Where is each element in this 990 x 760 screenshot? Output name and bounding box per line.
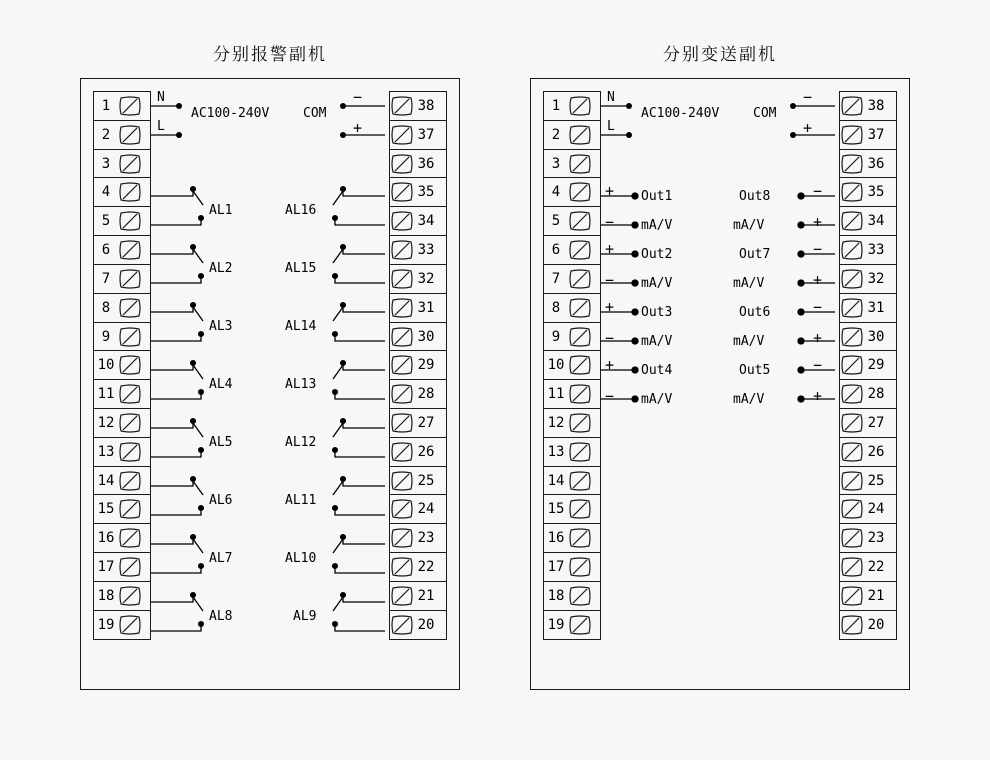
out8-minus-sign: − xyxy=(813,182,823,200)
terminal-30[interactable] xyxy=(389,322,447,352)
screw-icon xyxy=(568,239,592,261)
screw-icon xyxy=(118,354,142,376)
screw-icon xyxy=(568,354,592,376)
terminal-number: 25 xyxy=(417,472,435,489)
terminal-number: 7 xyxy=(551,270,561,287)
terminal-number: 22 xyxy=(867,559,885,575)
screw-icon xyxy=(118,153,142,175)
power-voltage-label: AC100-240V xyxy=(191,106,270,121)
terminal-number: 5 xyxy=(101,213,111,230)
terminal-24[interactable] xyxy=(839,494,897,524)
screw-icon xyxy=(118,95,142,117)
panel-title-transmitter: 分别变送副机 xyxy=(663,45,777,65)
screw-icon xyxy=(118,181,142,203)
terminal-29[interactable] xyxy=(839,350,897,380)
screw-icon xyxy=(840,556,864,578)
terminal-24[interactable] xyxy=(389,494,447,524)
out7-unit: mA/V xyxy=(733,276,765,291)
terminal-number: 13 xyxy=(97,443,115,460)
screw-icon xyxy=(118,498,142,520)
screw-icon xyxy=(840,297,864,319)
terminal-number: 29 xyxy=(867,357,885,374)
terminal-number: 22 xyxy=(417,559,435,575)
terminal-31[interactable] xyxy=(389,293,447,323)
out4-label: Out4 xyxy=(641,363,673,378)
group-label-al3: AL3 xyxy=(209,319,233,334)
terminal-number: 29 xyxy=(417,357,435,374)
terminal-38[interactable] xyxy=(389,91,447,121)
screw-icon xyxy=(568,470,592,492)
terminal-37[interactable] xyxy=(389,120,447,150)
terminal-number: 35 xyxy=(417,184,435,201)
terminal-6[interactable] xyxy=(543,235,601,265)
terminal-10[interactable] xyxy=(543,350,601,380)
screw-icon xyxy=(568,181,592,203)
screw-icon xyxy=(118,239,142,261)
screw-icon xyxy=(840,412,864,434)
terminal-21[interactable] xyxy=(389,581,447,611)
screw-icon xyxy=(390,585,414,607)
screw-icon xyxy=(118,326,142,348)
com-plus-label: + xyxy=(803,119,813,137)
terminal-15[interactable] xyxy=(543,494,601,524)
group-label-al1: AL1 xyxy=(209,203,233,218)
terminal-36[interactable] xyxy=(839,149,897,179)
screw-icon xyxy=(118,441,142,463)
terminal-9[interactable] xyxy=(543,322,601,352)
terminal-26[interactable] xyxy=(839,437,897,467)
out5-minus-sign: − xyxy=(813,356,823,374)
screw-icon xyxy=(840,268,864,290)
terminal-number: 15 xyxy=(97,501,115,518)
screw-icon xyxy=(118,297,142,319)
com-label: COM xyxy=(753,106,777,121)
terminal-32[interactable] xyxy=(839,264,897,294)
terminal-38[interactable] xyxy=(839,91,897,121)
com-minus-label: − xyxy=(803,88,813,106)
terminal-number: 4 xyxy=(101,184,111,201)
terminal-23[interactable] xyxy=(389,523,447,553)
screw-icon xyxy=(118,268,142,290)
terminal-number: 36 xyxy=(417,155,435,172)
terminal-number: 3 xyxy=(551,155,561,172)
terminal-34[interactable] xyxy=(839,206,897,236)
terminal-number: 15 xyxy=(547,501,565,518)
terminal-number: 8 xyxy=(101,299,111,316)
terminal-number: 11 xyxy=(97,386,115,403)
terminal-number: 26 xyxy=(417,443,435,460)
terminal-19[interactable] xyxy=(543,610,601,640)
terminal-number: 37 xyxy=(867,126,885,143)
screw-icon xyxy=(568,297,592,319)
terminal-number: 10 xyxy=(547,357,565,374)
terminal-22[interactable] xyxy=(839,552,897,582)
terminal-number: 23 xyxy=(867,530,885,547)
power-l-label: L xyxy=(157,119,165,134)
terminal-number: 11 xyxy=(547,386,565,403)
power-l-label: L xyxy=(607,119,615,134)
terminal-number: 25 xyxy=(867,472,885,489)
screw-icon xyxy=(840,383,864,405)
terminal-2[interactable] xyxy=(543,120,601,150)
screw-icon xyxy=(390,153,414,175)
terminal-number: 13 xyxy=(547,443,565,460)
group-label-al2: AL2 xyxy=(209,261,233,276)
terminal-13[interactable] xyxy=(93,437,151,467)
terminal-21[interactable] xyxy=(839,581,897,611)
screw-icon xyxy=(568,124,592,146)
terminal-number: 24 xyxy=(867,501,885,518)
screw-icon xyxy=(840,585,864,607)
group-label-al4: AL4 xyxy=(209,377,233,392)
com-minus-label: − xyxy=(353,88,363,106)
terminal-number: 16 xyxy=(547,530,565,547)
group-label-al15: AL15 xyxy=(285,261,317,276)
group-label-al10: AL10 xyxy=(285,551,317,566)
screw-icon xyxy=(840,95,864,117)
terminal-23[interactable] xyxy=(839,523,897,553)
screw-icon xyxy=(568,527,592,549)
out7-label: Out7 xyxy=(739,247,771,262)
out4-plus-sign: + xyxy=(605,356,615,374)
group-label-al14: AL14 xyxy=(285,319,317,334)
terminal-33[interactable] xyxy=(389,235,447,265)
terminal-18[interactable] xyxy=(93,581,151,611)
terminal-number: 33 xyxy=(867,242,885,259)
out5-unit: mA/V xyxy=(733,392,765,407)
screw-icon xyxy=(390,556,414,578)
terminal-number: 17 xyxy=(547,559,565,575)
terminal-18[interactable] xyxy=(543,581,601,611)
group-label-al5: AL5 xyxy=(209,435,233,450)
screw-icon xyxy=(390,268,414,290)
com-plus-label: + xyxy=(353,119,363,137)
screw-icon xyxy=(118,614,142,636)
out7-minus-sign: − xyxy=(813,240,823,258)
screw-icon xyxy=(840,498,864,520)
out2-unit: mA/V xyxy=(641,276,673,291)
terminal-number: 18 xyxy=(97,587,115,604)
terminal-10[interactable] xyxy=(93,350,151,380)
terminal-number: 33 xyxy=(417,242,435,259)
screw-icon xyxy=(390,383,414,405)
screw-icon xyxy=(840,124,864,146)
out6-plus-sign: + xyxy=(813,329,823,347)
terminal-number: 20 xyxy=(867,616,885,633)
terminal-8[interactable] xyxy=(93,293,151,323)
terminal-5[interactable] xyxy=(543,206,601,236)
terminal-4[interactable] xyxy=(93,177,151,207)
out1-label: Out1 xyxy=(641,189,673,204)
terminal-16[interactable] xyxy=(543,523,601,553)
screw-icon xyxy=(568,614,592,636)
out6-label: Out6 xyxy=(739,305,771,320)
screw-icon xyxy=(118,210,142,232)
terminal-14[interactable] xyxy=(543,466,601,496)
terminal-number: 14 xyxy=(97,472,115,489)
terminal-number: 1 xyxy=(551,98,561,114)
terminal-number: 5 xyxy=(551,213,561,230)
out3-plus-sign: + xyxy=(605,298,615,316)
terminal-15[interactable] xyxy=(93,494,151,524)
screw-icon xyxy=(568,383,592,405)
screw-icon xyxy=(840,527,864,549)
screw-icon xyxy=(840,614,864,636)
terminal-number: 28 xyxy=(417,386,435,403)
terminal-25[interactable] xyxy=(389,466,447,496)
screw-icon xyxy=(840,470,864,492)
terminal-number: 1 xyxy=(101,98,111,114)
group-label-al9: AL9 xyxy=(293,609,317,624)
terminal-number: 30 xyxy=(867,328,885,345)
terminal-28[interactable] xyxy=(839,379,897,409)
terminal-number: 9 xyxy=(551,328,561,345)
out1-unit: mA/V xyxy=(641,218,673,233)
out2-plus-sign: + xyxy=(605,240,615,258)
terminal-number: 24 xyxy=(417,501,435,518)
terminal-board-alarm xyxy=(80,78,460,690)
terminal-column-left-transmitter xyxy=(543,91,601,638)
terminal-number: 36 xyxy=(867,155,885,172)
terminal-2[interactable] xyxy=(93,120,151,150)
terminal-29[interactable] xyxy=(389,350,447,380)
terminal-8[interactable] xyxy=(543,293,601,323)
terminal-number: 28 xyxy=(867,386,885,403)
screw-icon xyxy=(568,556,592,578)
terminal-27[interactable] xyxy=(839,408,897,438)
terminal-19[interactable] xyxy=(93,610,151,640)
terminal-25[interactable] xyxy=(839,466,897,496)
out3-unit: mA/V xyxy=(641,334,673,349)
terminal-number: 12 xyxy=(97,414,115,431)
terminal-number: 8 xyxy=(551,299,561,316)
screw-icon xyxy=(840,239,864,261)
terminal-1[interactable] xyxy=(93,91,151,121)
power-voltage-label: AC100-240V xyxy=(641,106,720,121)
screw-icon xyxy=(840,441,864,463)
screw-icon xyxy=(390,181,414,203)
screw-icon xyxy=(390,614,414,636)
terminal-32[interactable] xyxy=(389,264,447,294)
terminal-22[interactable] xyxy=(389,552,447,582)
out5-label: Out5 xyxy=(739,363,771,378)
terminal-column-right-transmitter xyxy=(839,91,897,638)
terminal-number: 14 xyxy=(547,472,565,489)
terminal-column-right-alarm xyxy=(389,91,447,638)
terminal-board-transmitter xyxy=(530,78,910,690)
terminal-number: 7 xyxy=(101,270,111,287)
screw-icon xyxy=(390,441,414,463)
out6-unit: mA/V xyxy=(733,334,765,349)
screw-icon xyxy=(118,585,142,607)
terminal-7[interactable] xyxy=(543,264,601,294)
terminal-9[interactable] xyxy=(93,322,151,352)
screw-icon xyxy=(840,354,864,376)
screw-icon xyxy=(118,412,142,434)
terminal-number: 30 xyxy=(417,328,435,345)
com-label: COM xyxy=(303,106,327,121)
screw-icon xyxy=(568,210,592,232)
screw-icon xyxy=(390,210,414,232)
screw-icon xyxy=(390,95,414,117)
terminal-27[interactable] xyxy=(389,408,447,438)
screw-icon xyxy=(390,498,414,520)
screw-icon xyxy=(390,297,414,319)
out7-plus-sign: + xyxy=(813,271,823,289)
screw-icon xyxy=(568,153,592,175)
power-n-label: N xyxy=(157,90,165,105)
terminal-number: 34 xyxy=(867,213,885,230)
screw-icon xyxy=(390,239,414,261)
terminal-number: 23 xyxy=(417,530,435,547)
terminal-30[interactable] xyxy=(839,322,897,352)
terminal-number: 19 xyxy=(97,616,115,633)
screw-icon xyxy=(118,470,142,492)
screw-icon xyxy=(390,124,414,146)
terminal-number: 2 xyxy=(551,126,561,143)
terminal-12[interactable] xyxy=(93,408,151,438)
screw-icon xyxy=(568,441,592,463)
out3-minus-sign: − xyxy=(605,329,615,347)
terminal-26[interactable] xyxy=(389,437,447,467)
terminal-number: 27 xyxy=(867,414,885,431)
screw-icon xyxy=(568,326,592,348)
screw-icon xyxy=(840,181,864,203)
group-label-al6: AL6 xyxy=(209,493,233,508)
out6-minus-sign: − xyxy=(813,298,823,316)
screw-icon xyxy=(568,585,592,607)
terminal-5[interactable] xyxy=(93,206,151,236)
terminal-number: 34 xyxy=(417,213,435,230)
out2-minus-sign: − xyxy=(605,271,615,289)
terminal-33[interactable] xyxy=(839,235,897,265)
terminal-number: 27 xyxy=(417,414,435,431)
terminal-3[interactable] xyxy=(543,149,601,179)
out2-label: Out2 xyxy=(641,247,673,262)
terminal-number: 17 xyxy=(97,559,115,575)
terminal-number: 21 xyxy=(417,587,435,604)
screw-icon xyxy=(118,556,142,578)
terminal-number: 18 xyxy=(547,587,565,604)
terminal-35[interactable] xyxy=(839,177,897,207)
terminal-number: 4 xyxy=(551,184,561,201)
terminal-6[interactable] xyxy=(93,235,151,265)
terminal-1[interactable] xyxy=(543,91,601,121)
terminal-number: 16 xyxy=(97,530,115,547)
screw-icon xyxy=(390,527,414,549)
terminal-4[interactable] xyxy=(543,177,601,207)
terminal-34[interactable] xyxy=(389,206,447,236)
screw-icon xyxy=(390,354,414,376)
terminal-number: 38 xyxy=(417,98,435,114)
terminal-number: 32 xyxy=(867,270,885,287)
screw-icon xyxy=(118,383,142,405)
group-label-al8: AL8 xyxy=(209,609,233,624)
screw-icon xyxy=(568,95,592,117)
out8-plus-sign: + xyxy=(813,213,823,231)
terminal-number: 31 xyxy=(867,299,885,316)
screw-icon xyxy=(568,268,592,290)
terminal-number: 38 xyxy=(867,98,885,114)
terminal-number: 32 xyxy=(417,270,435,287)
terminal-31[interactable] xyxy=(839,293,897,323)
terminal-11[interactable] xyxy=(93,379,151,409)
power-n-label: N xyxy=(607,90,615,105)
group-label-al16: AL16 xyxy=(285,203,317,218)
terminal-number: 21 xyxy=(867,587,885,604)
terminal-12[interactable] xyxy=(543,408,601,438)
terminal-35[interactable] xyxy=(389,177,447,207)
terminal-16[interactable] xyxy=(93,523,151,553)
group-label-al13: AL13 xyxy=(285,377,317,392)
screw-icon xyxy=(840,153,864,175)
terminal-number: 37 xyxy=(417,126,435,143)
terminal-3[interactable] xyxy=(93,149,151,179)
terminal-17[interactable] xyxy=(93,552,151,582)
out1-plus-sign: + xyxy=(605,182,615,200)
terminal-number: 20 xyxy=(417,616,435,633)
terminal-13[interactable] xyxy=(543,437,601,467)
terminal-number: 35 xyxy=(867,184,885,201)
screw-icon xyxy=(568,412,592,434)
terminal-7[interactable] xyxy=(93,264,151,294)
out5-plus-sign: + xyxy=(813,387,823,405)
terminal-number: 10 xyxy=(97,357,115,374)
screw-icon xyxy=(840,326,864,348)
terminal-number: 9 xyxy=(101,328,111,345)
terminal-column-left-alarm xyxy=(93,91,151,638)
screw-icon xyxy=(390,326,414,348)
out3-label: Out3 xyxy=(641,305,673,320)
terminal-number: 19 xyxy=(547,616,565,633)
terminal-number: 12 xyxy=(547,414,565,431)
screw-icon xyxy=(118,124,142,146)
terminal-number: 3 xyxy=(101,155,111,172)
out4-unit: mA/V xyxy=(641,392,673,407)
out8-label: Out8 xyxy=(739,189,771,204)
terminal-36[interactable] xyxy=(389,149,447,179)
panel-transmitter-slave xyxy=(530,40,910,690)
terminal-20[interactable] xyxy=(389,610,447,640)
terminal-14[interactable] xyxy=(93,466,151,496)
terminal-number: 6 xyxy=(101,242,111,259)
group-label-al12: AL12 xyxy=(285,435,317,450)
screw-icon xyxy=(390,470,414,492)
group-label-al11: AL11 xyxy=(285,493,317,508)
terminal-37[interactable] xyxy=(839,120,897,150)
panel-alarm-slave xyxy=(80,40,460,690)
group-label-al7: AL7 xyxy=(209,551,233,566)
screw-icon xyxy=(390,412,414,434)
panel-title-alarm: 分别报警副机 xyxy=(213,45,327,65)
terminal-number: 26 xyxy=(867,443,885,460)
terminal-number: 2 xyxy=(101,126,111,143)
screw-icon xyxy=(840,210,864,232)
terminal-28[interactable] xyxy=(389,379,447,409)
terminal-number: 31 xyxy=(417,299,435,316)
terminal-11[interactable] xyxy=(543,379,601,409)
out1-minus-sign: − xyxy=(605,213,615,231)
terminal-17[interactable] xyxy=(543,552,601,582)
screw-icon xyxy=(118,527,142,549)
screw-icon xyxy=(568,498,592,520)
out4-minus-sign: − xyxy=(605,387,615,405)
out8-unit: mA/V xyxy=(733,218,765,233)
terminal-number: 6 xyxy=(551,242,561,259)
terminal-20[interactable] xyxy=(839,610,897,640)
